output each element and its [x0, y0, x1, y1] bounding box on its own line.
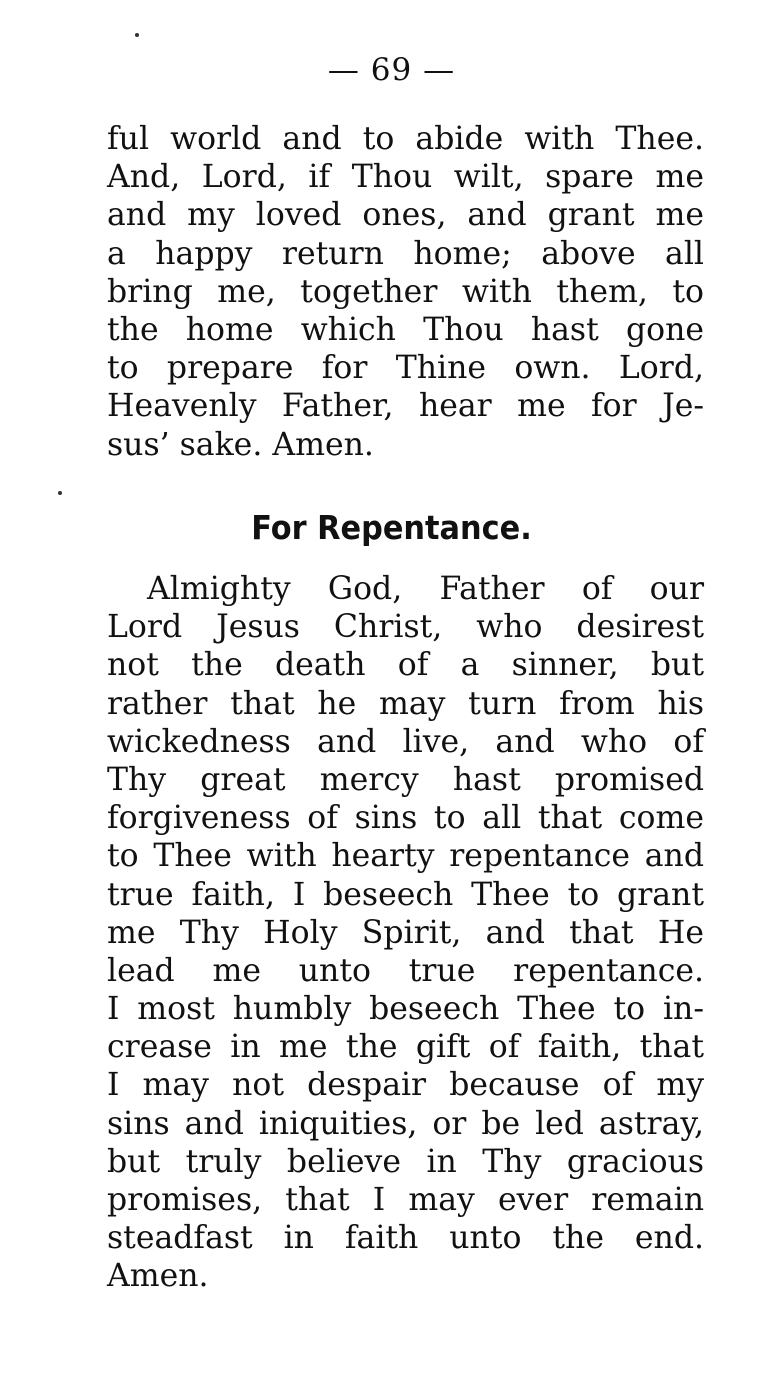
text-line: not the death of a sinner, but	[107, 647, 704, 684]
text-line: promises, that I may ever remain	[107, 1182, 704, 1218]
print-speck	[58, 491, 62, 495]
text-line: a happy return home; above all	[107, 235, 704, 272]
text-line: forgiveness of sins to all that come	[107, 800, 704, 837]
text-line: sins and iniquities, or be led astray,	[107, 1105, 704, 1142]
text-line: Almighty God, Father of our	[147, 571, 704, 607]
text-line: ful world and to abide with Thee.	[107, 121, 704, 157]
text-line: lead me unto true repentance.	[107, 952, 704, 989]
text-line: Lord Jesus Christ, who desirest	[107, 609, 704, 646]
text-line: me Thy Holy Spirit, and that He	[107, 914, 704, 951]
text-line: but truly believe in Thy gracious	[107, 1143, 704, 1180]
text-line: to prepare for Thine own. Lord,	[107, 350, 704, 387]
text-line: Amen.	[107, 1258, 209, 1295]
text-line: sus’ sake. Amen.	[107, 426, 374, 463]
text-line: bring me, together with them, to	[107, 273, 704, 310]
text-line: I may not despair because of my	[107, 1067, 704, 1104]
text-line: crease in me the gift of faith, that	[107, 1029, 704, 1066]
text-line: steadfast in faith unto the end.	[107, 1220, 704, 1257]
prayer-continuation-paragraph	[107, 120, 704, 464]
text-line: And, Lord, if Thou wilt, spare me	[107, 159, 704, 196]
text-line: Thy great mercy hast promised	[107, 761, 704, 798]
section-heading: For Repentance.	[251, 508, 532, 547]
print-speck	[135, 33, 139, 37]
text-line: and my loved ones, and grant me	[107, 197, 704, 234]
repentance-prayer-paragraph	[107, 570, 704, 1296]
text-line: rather that he may turn from his	[107, 685, 704, 722]
text-line: I most humbly beseech Thee to in-	[107, 991, 704, 1028]
page-number: — 69 —	[327, 52, 456, 88]
text-line: to Thee with hearty repentance and	[107, 838, 704, 875]
text-line: wickedness and live, and who of	[107, 723, 704, 760]
text-line: the home which Thou hast gone	[107, 311, 704, 348]
text-line: Heavenly Father, hear me for Je-	[107, 388, 704, 425]
text-line: true faith, I beseech Thee to grant	[107, 876, 704, 913]
